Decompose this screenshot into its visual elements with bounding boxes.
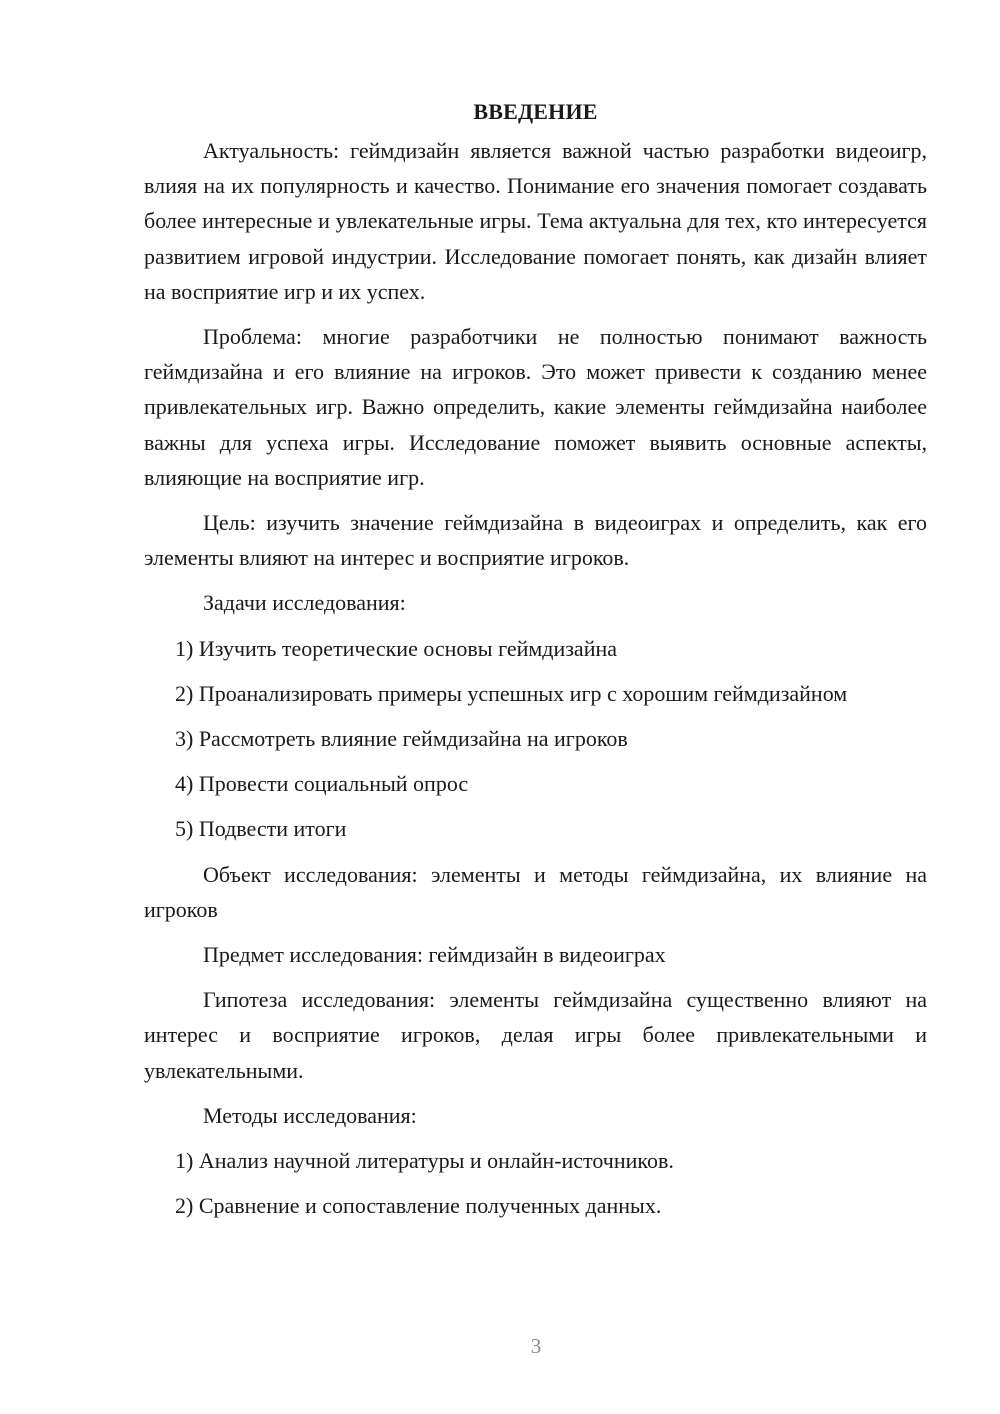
task-item-4: 4) Провести социальный опрос (175, 771, 469, 797)
task-item-3: 3) Рассмотреть влияние геймдизайна на игроков (175, 726, 628, 752)
methods-heading: Методы исследования: (203, 1102, 417, 1128)
object-paragraph: Объект исследования: элементы и методы геймдизайна, их влияние на игроков (144, 861, 927, 922)
goal-paragraph: Цель: изучить значение геймдизайна в видеоиграх и определить, как его элементы влияют на интерес и восприятие игроков. (144, 510, 927, 571)
task-item-2: 2) Проанализировать примеры успешных игр с хорошим геймдизайном (175, 680, 848, 706)
tasks-heading: Задачи исследования: (203, 590, 406, 616)
hypothesis-paragraph: Гипотеза исследования: элементы геймдизайна существенно влияют на интерес и восприятие игроков, делая игры более привлекательными и увлекательными. (144, 987, 927, 1083)
method-item-2: 2) Сравнение и сопоставление полученных данных. (175, 1193, 662, 1219)
relevance-paragraph: Актуальность: геймдизайн является важной частью разработки видеоигр, влияя на их популярность и качество. Понимание его значения помогает создавать более интересные и увлекательные игры. Тема актуальна для тех, кто интересуется развитием игровой индустрии. Исследование помогает понять, как дизайн влияет на восприятие игр и их успех. (144, 138, 927, 304)
page-title: ВВЕДЕНИЕ (473, 99, 598, 124)
task-item-5: 5) Подвести итоги (175, 816, 347, 842)
problem-paragraph: Проблема: многие разработчики не полностью понимают важность геймдизайна и его влияние на игроков. Это может привести к созданию менее привлекательных игр. Важно определить, какие элементы геймдизайна наиболее важны для успеха игры. Исследование поможет выявить основные аспекты, влияющие на восприятие игр. (144, 324, 927, 490)
subject-paragraph: Предмет исследования: геймдизайн в видеоиграх (203, 942, 666, 968)
task-item-1: 1) Изучить теоретические основы геймдизайна (175, 635, 618, 661)
method-item-1: 1) Анализ научной литературы и онлайн-источников. (175, 1148, 674, 1174)
document-body (144, 94, 927, 1233)
page-number: 3 (530, 1334, 542, 1358)
